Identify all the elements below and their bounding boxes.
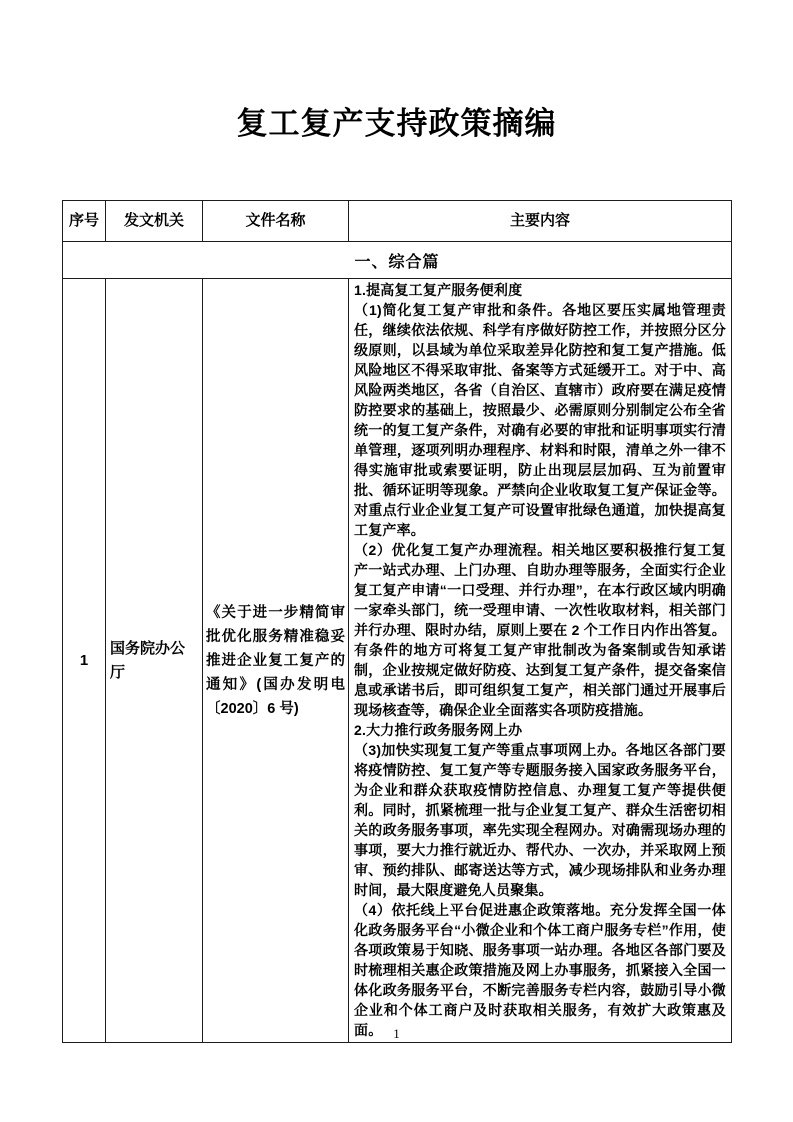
col-header-issuing-agency: 发文机关 [106, 201, 203, 242]
col-header-main-content: 主要内容 [349, 201, 732, 242]
main-content-cell [349, 279, 732, 1043]
page-number: 1 [393, 1026, 400, 1041]
section-row [63, 242, 732, 279]
col-header-document-name: 文件名称 [203, 201, 349, 242]
table-header-row [63, 201, 732, 242]
issuing-agency-cell: 国务院办公厅 [106, 279, 203, 1043]
policy-table [62, 200, 732, 1043]
content-paragraph: （2）优化复工复产办理流程。相关地区要积极推行复工复产一站式办理、上门办理、自助办理等服务，全面实行企业复工复产申请“一口受理、并行办理”，在本行政区域内明确一家牵头部门，统一受理申请、一次性收取材料，相关部门并行办理、限时办结，原则上要在 2 个工作日内作出答复。有条件的地方可将复工复产审批制改为备案制或告知承诺制，企业按规定做好防疫、达到复工复产条件，提交备案信息或承诺书后，即可组织复工复产，相关部门通过开展事后现场核查等，确保企业全面落实各项防疫措施。 [354, 542, 726, 718]
page-title: 复工复产支持政策摘编 [236, 106, 557, 141]
content-paragraph: 2.大力推行政务服务网上办 [354, 722, 523, 738]
content-paragraph: （4）依托线上平台促进惠企政策落地。充分发挥全国一体化政务服务平台“小微企业和个体工商户服务专栏”作用，使各项政策易于知晓、服务事项一站办理。各地区各部门要及时梳理相关惠企政策措施及网上办事服务，抓紧接入全国一体化政务服务平台，不断完善服务专栏内容，鼓励引导小微企业和个体工商户及时获取相关服务，有效扩大政策惠及面。 [354, 902, 726, 1038]
col-header-serial-number: 序号 [63, 201, 106, 242]
content-paragraph: 1.提高复工复产服务便利度 [354, 282, 523, 298]
serial-number-cell: 1 [63, 279, 106, 1043]
content-paragraph: （1)简化复工复产审批和条件。各地区要压实属地管理责任，继续依法依规、科学有序做好防控工作，并按照分区分级原则，以县域为单位采取差异化防控和复工复产措施。低风险地区不得采取审批、备案等方式延缓开工。对于中、高风险两类地区，各省（自治区、直辖市）政府要在满足疫情防控要求的基础上，按照最少、必需原则分别制定公布全省统一的复工复产条件，对确有必要的审批和证明事项实行清单管理，逐项列明办理程序、材料和时限，清单之外一律不得实施审批或索要证明，防止出现层层加码、互为前置审批、循环证明等现象。严禁向企业收取复工复产保证金等。对重点行业企业复工复产可设置审批绿色通道，加快提高复工复产率。 [354, 302, 726, 538]
document-name-cell: 《关于进一步精简审批优化服务精准稳妥推进企业复工复产的通知》(国办发明电〔2020〕6 号) [203, 279, 349, 1043]
section-title: 一、综合篇 [63, 242, 732, 279]
table-row [63, 279, 732, 1043]
content-paragraph: （3)加快实现复工复产等重点事项网上办。各地区各部门要将疫情防控、复工复产等专题服务接入国家政务服务平台，为企业和群众获取疫情防控信息、办理复工复产等提供便利。同时，抓紧梳理一批与企业复工复产、群众生活密切相关的政务服务事项，率先实现全程网办。对确需现场办理的事项，要大力推行就近办、帮代办、一次办，并采取网上预审、预约排队、邮寄送达等方式，减少现场排队和业务办理时间，最大限度避免人员聚集。 [354, 742, 726, 898]
